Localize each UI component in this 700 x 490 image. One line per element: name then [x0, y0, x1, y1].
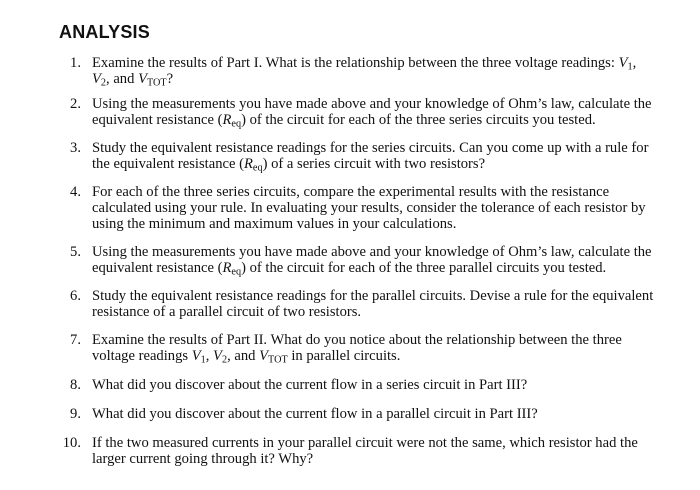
- question-number: 5.: [70, 244, 81, 260]
- question-text: Using the measurements you have made above and your knowledge of Ohm’s law, calculate the equivalent resistance $(R_{eq})$ of the circuit for each of the three series circuits you tested.: [92, 96, 652, 130]
- question-number: 7.: [70, 332, 81, 348]
- question-number: 3.: [70, 140, 81, 156]
- question-text: For each of the three series circuits, compare the experimental results with the resistance calculated using your rule. In evaluating your results, consider the tolerance of each resistor by using the minimum and maximum values in your calculations.: [92, 184, 646, 232]
- question-8: [59, 377, 659, 393]
- question-number: 6.: [70, 288, 81, 304]
- question-text: What did you discover about the current flow in a series circuit in Part III?: [92, 377, 528, 393]
- voltage-symbol: V: [92, 71, 101, 87]
- question-text: If the two measured currents in your parallel circuit were not the same, which resistor had the larger current going through it? Why?: [92, 435, 638, 467]
- voltage-symbol: V: [213, 348, 222, 364]
- question-number: 4.: [70, 184, 81, 200]
- resistance-symbol: R: [222, 112, 232, 128]
- question-text: Study the equivalent resistance readings for the parallel circuits. Devise a rule for the equivalent resistance of a parallel circuit of two resistors.: [92, 288, 654, 320]
- question-number: 10.: [62, 435, 81, 451]
- question-text: Study the equivalent resistance readings for the series circuits. Can you come up with a rule for the equivalent resistance $(R_{eq})$ of a series circuit with two resistors?: [92, 140, 649, 174]
- question-number: 8.: [70, 377, 81, 393]
- question-7: [59, 332, 659, 364]
- resistance-symbol: R: [243, 156, 253, 172]
- question-number: 2.: [70, 96, 81, 112]
- question-text: Examine the results of Part II. What do you notice about the relationship between the three voltage readings $V_1$, $V_2$, and $V_{TOT}$ in parallel circuits.: [92, 332, 622, 366]
- question-5: [59, 244, 659, 276]
- question-text: Using the measurements you have made above and your knowledge of Ohm’s law, calculate the equivalent resistance $(R_{eq})$ of the circuit for each of the three parallel circuits you tested.: [92, 244, 652, 278]
- question-2: [59, 96, 659, 128]
- question-number: 9.: [70, 406, 81, 422]
- voltage-symbol: V: [618, 55, 628, 71]
- voltage-symbol: V: [191, 348, 201, 364]
- question-number: 1.: [70, 55, 81, 71]
- resistance-symbol: R: [222, 260, 232, 276]
- voltage-symbol: V: [138, 71, 147, 87]
- question-text: Examine the results of Part I. What is the relationship between the three voltage readings: $V_1$, $V_2$, and $V_{TOT}$?: [92, 55, 637, 89]
- question-text: What did you discover about the current flow in a parallel circuit in Part III?: [92, 406, 538, 422]
- question-9: [59, 406, 659, 422]
- question-4: [59, 184, 659, 232]
- question-6: [59, 288, 659, 320]
- question-10: [59, 435, 659, 467]
- voltage-symbol: V: [259, 348, 269, 364]
- question-1: [59, 55, 659, 87]
- question-3: [59, 140, 659, 172]
- section-heading: ANALYSIS: [59, 22, 150, 42]
